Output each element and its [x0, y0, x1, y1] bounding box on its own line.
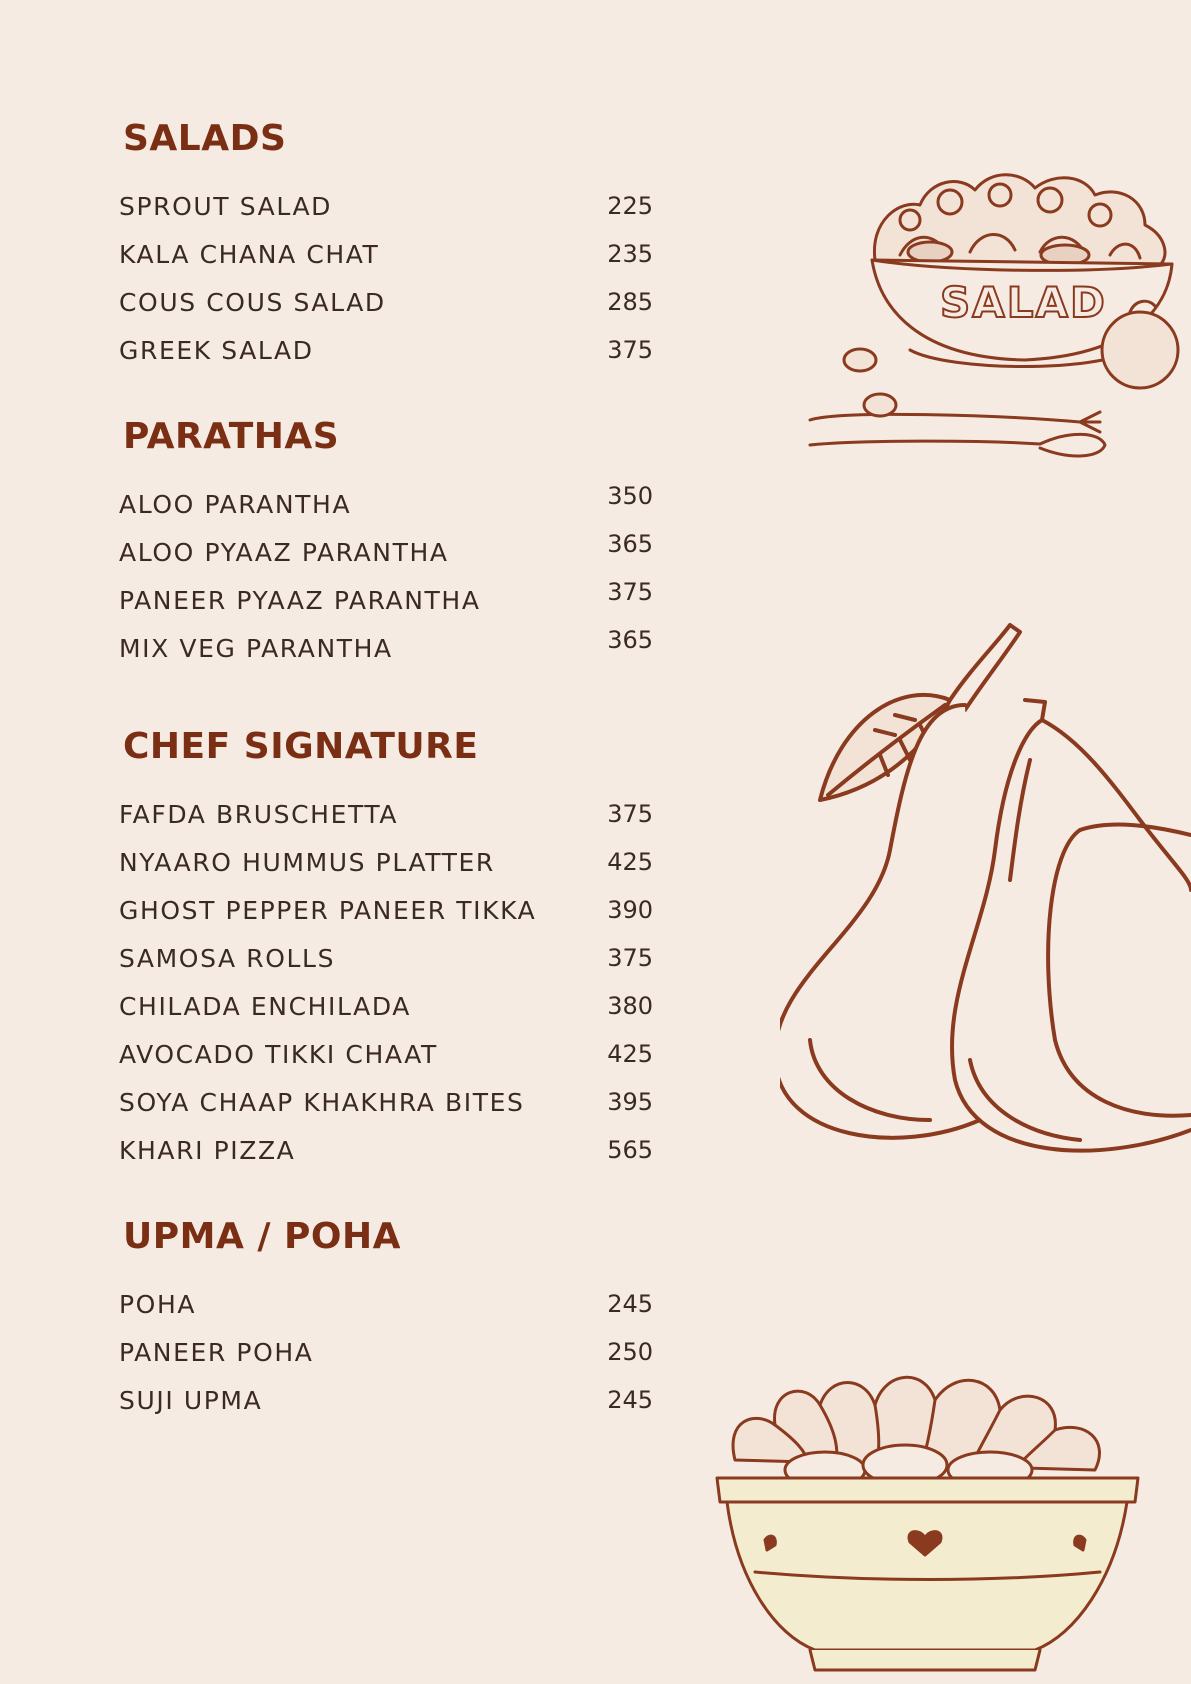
- item-price: 225: [607, 192, 653, 220]
- menu-item: [119, 800, 659, 834]
- item-name: COUS COUS SALAD: [119, 288, 386, 317]
- item-price: 365: [607, 626, 653, 654]
- item-name: KHARI PIZZA: [119, 1136, 296, 1165]
- menu-item: [119, 992, 659, 1026]
- item-name: SAMOSA ROLLS: [119, 944, 336, 973]
- menu-item: [119, 288, 659, 322]
- menu-item: [119, 1136, 659, 1170]
- section-title: UPMA / POHA: [123, 1216, 401, 1257]
- item-price: 375: [607, 578, 653, 606]
- poha-bowl-illustration: [715, 1350, 1145, 1680]
- section-title: PARATHAS: [123, 416, 340, 457]
- item-name: FAFDA BRUSCHETTA: [119, 800, 399, 829]
- item-name: ALOO PARANTHA: [119, 490, 352, 519]
- menu-item: [119, 240, 659, 274]
- item-price: 425: [607, 1040, 653, 1068]
- item-price: 365: [607, 530, 653, 558]
- item-price: 565: [607, 1136, 653, 1164]
- menu-item: [119, 482, 659, 524]
- item-price: 375: [607, 944, 653, 972]
- item-name: ALOO PYAAZ PARANTHA: [119, 538, 449, 567]
- menu-item: [119, 944, 659, 978]
- item-price: 245: [607, 1290, 653, 1318]
- item-name: SOYA CHAAP KHAKHRA BITES: [119, 1088, 525, 1117]
- menu-item: [119, 626, 659, 668]
- menu-item: [119, 336, 659, 370]
- item-price: 425: [607, 848, 653, 876]
- item-name: GHOST PEPPER PANEER TIKKA: [119, 896, 537, 925]
- item-name: PANEER POHA: [119, 1338, 314, 1367]
- item-price: 285: [607, 288, 653, 316]
- item-price: 380: [607, 992, 653, 1020]
- item-name: AVOCADO TIKKI CHAAT: [119, 1040, 438, 1069]
- menu-item: [119, 1088, 659, 1122]
- item-name: SPROUT SALAD: [119, 192, 332, 221]
- menu-item: [119, 1290, 659, 1324]
- item-name: PANEER PYAAZ PARANTHA: [119, 586, 481, 615]
- item-price: 375: [607, 336, 653, 364]
- item-name: MIX VEG PARANTHA: [119, 634, 393, 663]
- menu-item: [119, 1386, 659, 1420]
- section-title: CHEF SIGNATURE: [123, 726, 479, 767]
- item-name: NYAARO HUMMUS PLATTER: [119, 848, 495, 877]
- pear-illustration: [780, 620, 1191, 1160]
- menu-item: [119, 530, 659, 572]
- item-name: CHILADA ENCHILADA: [119, 992, 411, 1021]
- menu-item: [119, 848, 659, 882]
- salad-bowl-illustration: [800, 160, 1191, 480]
- menu-item: [119, 578, 659, 620]
- item-price: 375: [607, 800, 653, 828]
- item-price: 390: [607, 896, 653, 924]
- menu-item: [119, 192, 659, 226]
- section-title: SALADS: [123, 118, 287, 159]
- menu-item: [119, 1040, 659, 1074]
- item-price: 235: [607, 240, 653, 268]
- item-name: KALA CHANA CHAT: [119, 240, 380, 269]
- item-price: 245: [607, 1386, 653, 1414]
- item-name: GREEK SALAD: [119, 336, 314, 365]
- item-price: 395: [607, 1088, 653, 1116]
- menu-item: [119, 1338, 659, 1372]
- item-name: POHA: [119, 1290, 197, 1319]
- menu-item: [119, 896, 659, 930]
- item-price: 250: [607, 1338, 653, 1366]
- item-price: 350: [607, 482, 653, 510]
- salad-label: SALAD: [940, 278, 1107, 327]
- item-name: SUJI UPMA: [119, 1386, 263, 1415]
